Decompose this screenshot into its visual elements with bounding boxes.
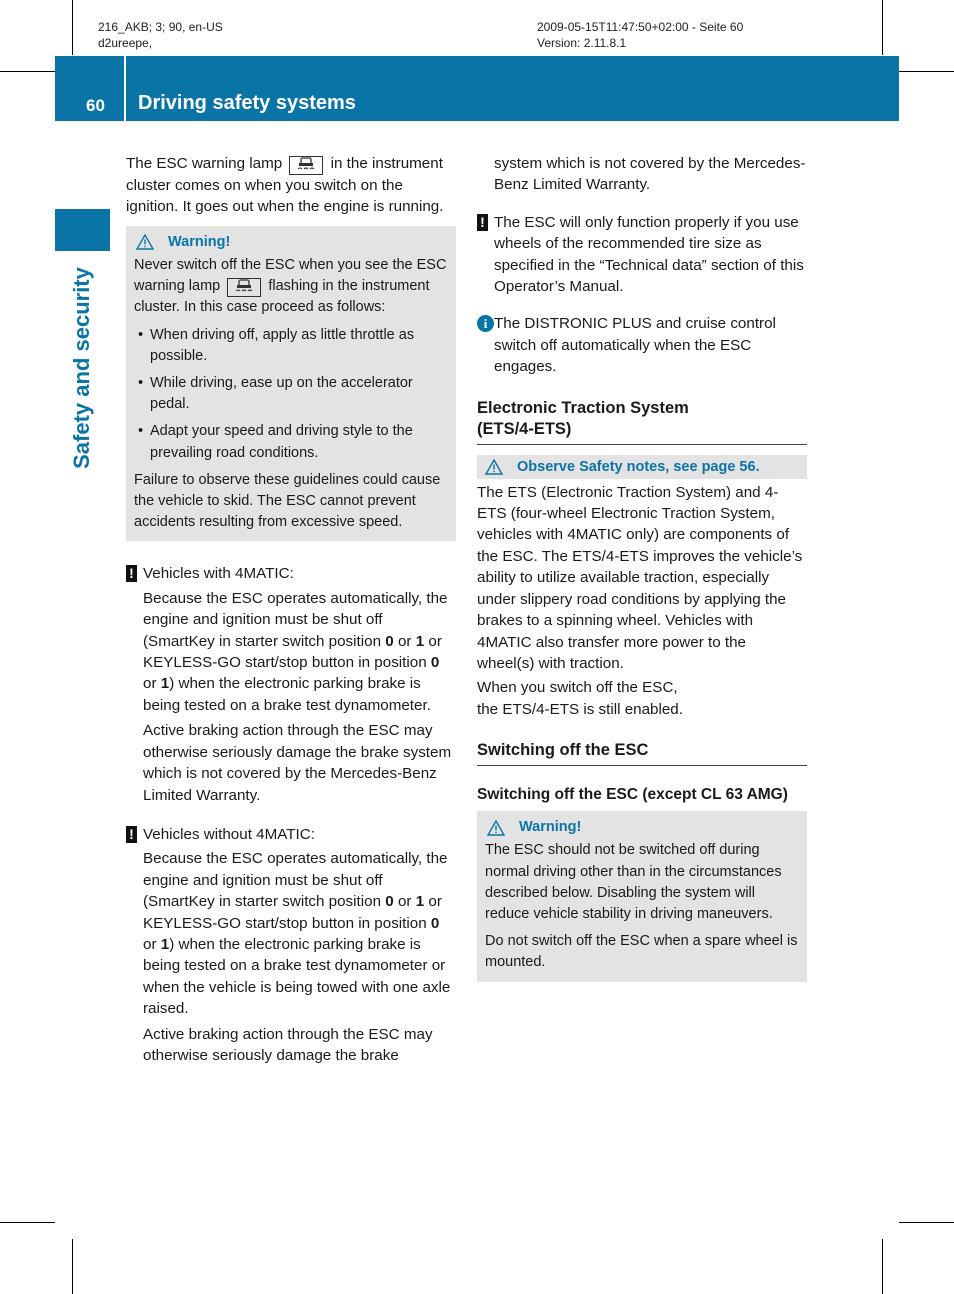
side-tab-label: Safety and security [69, 267, 94, 469]
exclamation-icon: ! [477, 214, 488, 231]
note-body [126, 588, 456, 806]
ets-heading: Electronic Traction System (ETS/4-ETS) [477, 398, 689, 438]
info-icon: i [477, 315, 494, 332]
ets-paragraph: The ETS (Electronic Traction System) and 4-ETS (four-wheel Electronic Traction System, vehicles with 4MATIC only) are components of the ESC. The ETS/4-ETS improves the vehicle’s ability to utilize available traction, especially under slippery road conditions by applying the brakes to a spinning wheel. Vehicles with 4MATIC also transfer more power to the wheel(s) with traction. [477, 483, 803, 672]
observe-safety-notes[interactable] [477, 455, 807, 479]
switch-off-subheading: Switching off the ESC (except CL 63 AMG) [477, 786, 788, 804]
note-without-4matic [126, 824, 456, 845]
print-meta-left [98, 19, 223, 51]
note-with-4matic [126, 563, 456, 584]
right-column [477, 153, 807, 1004]
meta-line: Version: 2.11.8.1 [537, 36, 627, 50]
note-text: or KEYLESS-GO start/stop button in position [143, 632, 442, 672]
note-text: 0 [430, 914, 440, 932]
note-text: 1 [160, 935, 170, 953]
note-text: Because the ESC operates automatically, the engine and ignition must be shut off (SmartKey in starter switch position [143, 850, 448, 911]
exclamation-icon: ! [126, 565, 137, 582]
heading-rule [477, 444, 807, 445]
note-text: 0 [430, 654, 440, 672]
note-tires [477, 212, 807, 298]
warning-title-text: Warning! [519, 819, 582, 836]
meta-line: 2009-05-15T11:47:50+02:00 - Seite 60 [537, 20, 744, 34]
exclamation-icon: ! [126, 826, 137, 843]
warning-triangle-icon [136, 234, 154, 250]
print-meta-right [537, 19, 743, 51]
header-divider [124, 56, 126, 121]
note-text: ) when the electronic parking brake is being tested on a brake test dynamometer or when the vehicle is being towed with one axle raised. [143, 935, 451, 1018]
note-text: or [143, 935, 157, 953]
note-text: 1 [415, 632, 425, 650]
note-text: or [397, 893, 412, 911]
crop-mark [899, 1222, 954, 1223]
crop-mark [899, 71, 954, 72]
bullet-item: • While driving, ease up on the accelerator pedal. [134, 373, 448, 415]
info-text: The DISTRONIC PLUS and cruise control switch off automatically when the ESC engages. [494, 315, 776, 376]
meta-line: d2ureepe, [98, 36, 153, 50]
note-paragraph: Active braking action through the ESC may otherwise seriously damage the brake system which is not covered by the Mercedes-Benz Limited Warranty. [143, 722, 452, 804]
note-paragraph [126, 848, 456, 1019]
note-text: Because the ESC operates automatically, the engine and ignition must be shut off (SmartKey in starter switch position [143, 589, 448, 650]
intro-text: The ESC warning lamp [126, 155, 283, 172]
note-text: The ESC will only function properly if you use wheels of the recommended tire size as specified in the “Technical data” section of this Operator’s Manual. [494, 213, 804, 296]
note-title: Vehicles without 4MATIC: [143, 825, 315, 843]
bullet-text: When driving off, apply as little throttle as possible. [150, 326, 415, 364]
continuation-text: system which is not covered by the Mercedes-Benz Limited Warranty. [494, 155, 806, 194]
note-title: Vehicles with 4MATIC: [143, 565, 294, 583]
note-text: ) when the electronic parking brake is being tested on a brake test dynamometer. [143, 675, 431, 714]
observe-link-text[interactable]: Observe Safety notes, see page 56. [517, 458, 760, 475]
warning-paragraph: Do not switch off the ESC when a spare wheel is mounted. [485, 933, 798, 971]
crop-mark [882, 0, 883, 55]
note-text: or [143, 675, 157, 693]
bullet-text: While driving, ease up on the accelerator pedal. [150, 375, 413, 413]
crop-mark [72, 1239, 73, 1294]
crop-mark [882, 1239, 883, 1294]
warning-title [485, 815, 799, 840]
bullet-item: • Adapt your speed and driving style to the prevailing road conditions. [134, 421, 448, 463]
note-text: or KEYLESS-GO start/stop button in position [143, 893, 442, 932]
bullet-item: • When driving off, apply as little throttle as possible. [134, 325, 448, 367]
section-title: Driving safety systems [138, 92, 356, 114]
switch-off-heading: Switching off the ESC [477, 740, 807, 766]
warning-triangle-icon [487, 820, 505, 836]
side-tab [55, 209, 110, 251]
ets-paragraph: When you switch off the ESC, the ETS/4-ETS is still enabled. [477, 679, 683, 718]
warning-text: flashing in the instrument cluster. In this case proceed as follows: [134, 278, 430, 316]
warning-triangle-icon [485, 459, 503, 475]
crop-mark [72, 0, 73, 55]
warning-title [134, 230, 448, 255]
intro-paragraph [126, 153, 456, 218]
note-text: 1 [415, 893, 425, 911]
page-number: 60 [86, 96, 105, 115]
meta-line: 216_AKB; 3; 90, en-US [98, 20, 223, 34]
bullet-text: Adapt your speed and driving style to the prevailing road conditions. [150, 423, 413, 461]
note-text: or [397, 632, 412, 650]
note-text: 1 [160, 675, 170, 693]
warning-title-text: Warning! [168, 233, 231, 250]
crop-mark [0, 71, 55, 72]
continuation [477, 153, 807, 196]
warning-box [126, 226, 456, 542]
warning-paragraph [134, 255, 448, 319]
intro-text: in the instrument cluster comes on when you switch on the ignition. It goes out when the engine is running. [126, 155, 444, 216]
note-text: 0 [385, 632, 394, 650]
note-body [126, 848, 456, 1066]
warning-box [477, 811, 807, 981]
info-distronic [477, 313, 807, 377]
left-column [126, 153, 456, 1070]
warning-paragraph: Failure to observe these guidelines could cause the vehicle to skid. The ESC cannot prevent accidents resulting from excessive speed. [134, 471, 441, 531]
note-text: 0 [385, 893, 394, 911]
esc-warning-lamp-icon [227, 278, 261, 297]
note-paragraph [126, 588, 456, 716]
esc-warning-lamp-icon [289, 156, 323, 175]
crop-mark [0, 1222, 55, 1223]
note-paragraph: Active braking action through the ESC may otherwise seriously damage the brake [143, 1025, 433, 1064]
warning-text: Never switch off the ESC when you see the ESC warning lamp [134, 257, 447, 295]
warning-paragraph: The ESC should not be switched off during normal driving other than in the circumstances described below. Disabling the system will reduce vehicle stability in driving maneuvers. [485, 842, 782, 922]
